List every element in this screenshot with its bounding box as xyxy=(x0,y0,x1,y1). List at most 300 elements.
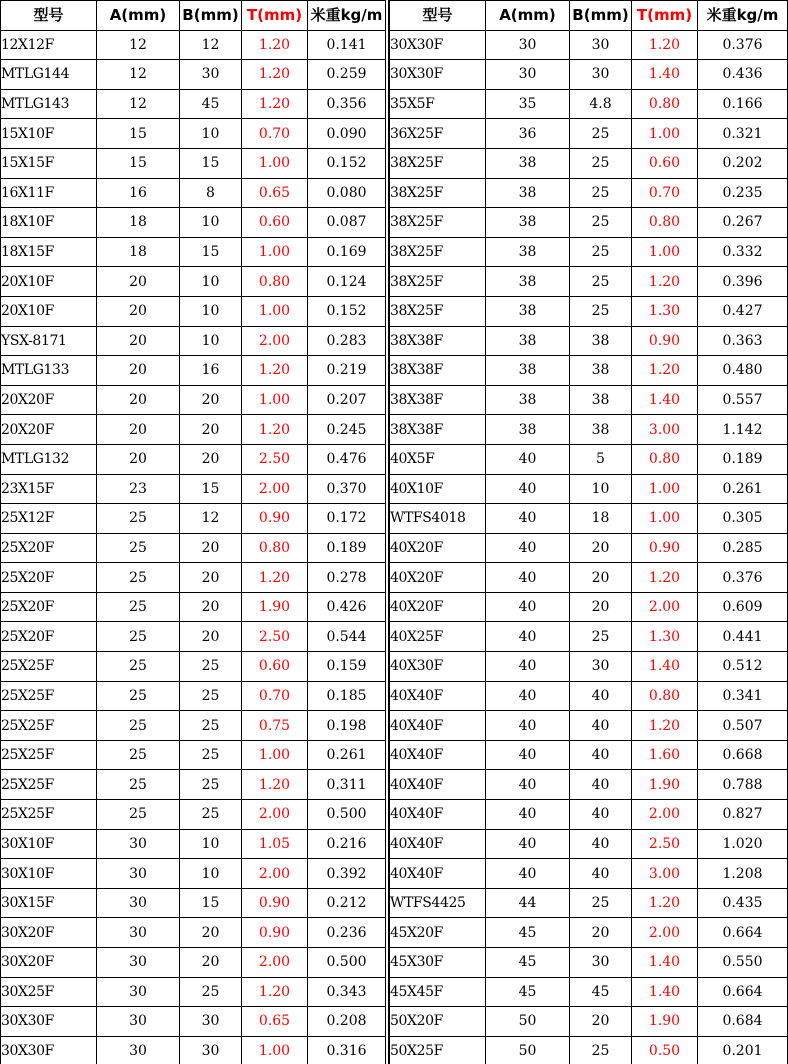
table-row xyxy=(390,740,788,770)
table-row xyxy=(1,859,386,889)
table-row xyxy=(390,533,788,563)
table-row xyxy=(390,237,788,267)
cell-weight: 0.189 xyxy=(308,533,386,563)
cell-a: 38 xyxy=(486,356,570,386)
cell-b: 10 xyxy=(180,296,242,326)
cell-thickness: 1.20 xyxy=(632,356,698,386)
table-row xyxy=(1,1007,386,1037)
cell-a: 38 xyxy=(486,267,570,297)
cell-weight: 0.321 xyxy=(698,119,788,149)
cell-a: 40 xyxy=(486,829,570,859)
cell-weight: 0.664 xyxy=(698,977,788,1007)
cell-weight: 0.441 xyxy=(698,622,788,652)
table-body-left xyxy=(1,30,386,1064)
table-row xyxy=(1,711,386,741)
cell-model: 45X45F xyxy=(390,977,486,1007)
table-row xyxy=(390,474,788,504)
cell-a: 25 xyxy=(97,652,180,682)
cell-a: 40 xyxy=(486,740,570,770)
cell-model: 38X25F xyxy=(390,178,486,208)
cell-a: 12 xyxy=(97,60,180,90)
table-row xyxy=(1,30,386,60)
cell-a: 18 xyxy=(97,208,180,238)
cell-weight: 0.278 xyxy=(308,563,386,593)
cell-thickness: 1.00 xyxy=(632,237,698,267)
header-row xyxy=(1,1,386,31)
cell-model: 20X10F xyxy=(1,267,97,297)
cell-a: 30 xyxy=(97,1007,180,1037)
cell-b: 20 xyxy=(180,918,242,948)
cell-thickness: 2.00 xyxy=(242,859,308,889)
table-row xyxy=(1,740,386,770)
cell-a: 25 xyxy=(97,504,180,534)
cell-model: 15X10F xyxy=(1,119,97,149)
cell-a: 30 xyxy=(97,888,180,918)
table-row xyxy=(390,415,788,445)
cell-model: 38X25F xyxy=(390,296,486,326)
cell-model: 50X20F xyxy=(390,1007,486,1037)
table-row xyxy=(1,60,386,90)
table-row xyxy=(390,1007,788,1037)
cell-a: 20 xyxy=(97,326,180,356)
header-weight: 米重kg/m xyxy=(308,1,386,31)
cell-weight: 0.500 xyxy=(308,948,386,978)
cell-b: 45 xyxy=(180,89,242,119)
cell-weight: 0.311 xyxy=(308,770,386,800)
cell-thickness: 1.00 xyxy=(632,474,698,504)
cell-weight: 0.426 xyxy=(308,592,386,622)
cell-b: 38 xyxy=(570,356,632,386)
cell-a: 20 xyxy=(97,267,180,297)
header-t: T(mm) xyxy=(242,1,308,31)
cell-weight: 0.544 xyxy=(308,622,386,652)
cell-a: 30 xyxy=(486,30,570,60)
header-model: 型号 xyxy=(1,1,97,31)
table-row xyxy=(390,89,788,119)
cell-thickness: 1.00 xyxy=(632,119,698,149)
header-b: B(mm) xyxy=(180,1,242,31)
cell-model: 30X15F xyxy=(1,888,97,918)
cell-model: 40X40F xyxy=(390,800,486,830)
cell-a: 38 xyxy=(486,148,570,178)
cell-b: 20 xyxy=(570,918,632,948)
cell-thickness: 1.00 xyxy=(242,237,308,267)
table-row xyxy=(1,918,386,948)
cell-a: 38 xyxy=(486,208,570,238)
cell-model: WTFS4425 xyxy=(390,888,486,918)
table-row xyxy=(390,356,788,386)
cell-model: 30X20F xyxy=(1,948,97,978)
cell-weight: 0.166 xyxy=(698,89,788,119)
cell-thickness: 1.20 xyxy=(242,60,308,90)
cell-model: 38X25F xyxy=(390,148,486,178)
table-row xyxy=(390,888,788,918)
table-row xyxy=(1,977,386,1007)
cell-thickness: 1.20 xyxy=(242,89,308,119)
cell-a: 36 xyxy=(486,119,570,149)
cell-thickness: 0.90 xyxy=(632,533,698,563)
cell-model: 40X40F xyxy=(390,740,486,770)
cell-weight: 0.189 xyxy=(698,444,788,474)
cell-b: 25 xyxy=(180,800,242,830)
cell-b: 12 xyxy=(180,504,242,534)
cell-model: 45X30F xyxy=(390,948,486,978)
cell-model: 38X25F xyxy=(390,208,486,238)
cell-a: 40 xyxy=(486,770,570,800)
cell-a: 30 xyxy=(97,829,180,859)
cell-model: 40X30F xyxy=(390,652,486,682)
cell-a: 12 xyxy=(97,89,180,119)
cell-thickness: 1.90 xyxy=(632,1007,698,1037)
cell-b: 30 xyxy=(180,60,242,90)
cell-a: 20 xyxy=(97,356,180,386)
table-row xyxy=(390,30,788,60)
table-row xyxy=(390,711,788,741)
table-row xyxy=(1,267,386,297)
cell-model: 25X20F xyxy=(1,592,97,622)
table-row xyxy=(390,859,788,889)
cell-model: 30X30F xyxy=(390,60,486,90)
cell-a: 40 xyxy=(486,681,570,711)
cell-model: 12X12F xyxy=(1,30,97,60)
cell-model: 25X25F xyxy=(1,740,97,770)
cell-thickness: 2.00 xyxy=(632,800,698,830)
cell-a: 30 xyxy=(97,948,180,978)
cell-thickness: 1.20 xyxy=(242,977,308,1007)
cell-b: 25 xyxy=(570,622,632,652)
table-row xyxy=(390,563,788,593)
cell-thickness: 3.00 xyxy=(632,859,698,889)
cell-a: 40 xyxy=(486,652,570,682)
spec-table-left xyxy=(0,0,386,1064)
table-row xyxy=(390,770,788,800)
cell-thickness: 1.20 xyxy=(632,711,698,741)
table-row xyxy=(1,208,386,238)
cell-model: 20X20F xyxy=(1,415,97,445)
cell-thickness: 0.50 xyxy=(632,1036,698,1064)
table-row xyxy=(1,385,386,415)
cell-a: 44 xyxy=(486,888,570,918)
cell-a: 38 xyxy=(486,178,570,208)
cell-b: 25 xyxy=(180,652,242,682)
cell-weight: 0.152 xyxy=(308,296,386,326)
cell-model: MTLG132 xyxy=(1,444,97,474)
cell-model: 20X10F xyxy=(1,296,97,326)
cell-a: 45 xyxy=(486,948,570,978)
cell-thickness: 1.90 xyxy=(632,770,698,800)
cell-b: 18 xyxy=(570,504,632,534)
cell-a: 38 xyxy=(486,296,570,326)
table-row xyxy=(1,415,386,445)
table-row xyxy=(1,888,386,918)
cell-model: 20X20F xyxy=(1,385,97,415)
cell-model: 30X10F xyxy=(1,829,97,859)
table-row xyxy=(390,977,788,1007)
table-row xyxy=(1,504,386,534)
cell-b: 15 xyxy=(180,474,242,504)
table-row xyxy=(1,89,386,119)
cell-a: 20 xyxy=(97,444,180,474)
cell-model: 18X10F xyxy=(1,208,97,238)
cell-weight: 0.356 xyxy=(308,89,386,119)
cell-a: 40 xyxy=(486,563,570,593)
cell-b: 4.8 xyxy=(570,89,632,119)
cell-weight: 0.087 xyxy=(308,208,386,238)
cell-b: 30 xyxy=(180,1036,242,1064)
table-body-right xyxy=(390,30,788,1064)
cell-thickness: 2.50 xyxy=(242,622,308,652)
header-row xyxy=(390,1,788,31)
cell-thickness: 1.40 xyxy=(632,977,698,1007)
cell-a: 25 xyxy=(97,711,180,741)
table-row xyxy=(390,444,788,474)
cell-thickness: 0.70 xyxy=(242,681,308,711)
cell-a: 25 xyxy=(97,563,180,593)
cell-model: 15X15F xyxy=(1,148,97,178)
cell-thickness: 1.20 xyxy=(242,30,308,60)
cell-thickness: 1.40 xyxy=(632,948,698,978)
table-row xyxy=(1,800,386,830)
cell-b: 38 xyxy=(570,415,632,445)
cell-thickness: 1.40 xyxy=(632,385,698,415)
cell-b: 45 xyxy=(570,977,632,1007)
cell-b: 40 xyxy=(570,681,632,711)
cell-b: 5 xyxy=(570,444,632,474)
table-row xyxy=(390,1036,788,1064)
cell-weight: 0.235 xyxy=(698,178,788,208)
cell-model: 30X30F xyxy=(1,1036,97,1064)
cell-weight: 0.141 xyxy=(308,30,386,60)
header-a: A(mm) xyxy=(97,1,180,31)
cell-b: 25 xyxy=(570,208,632,238)
cell-a: 15 xyxy=(97,119,180,149)
cell-b: 10 xyxy=(180,208,242,238)
cell-a: 45 xyxy=(486,918,570,948)
cell-model: 40X10F xyxy=(390,474,486,504)
cell-b: 20 xyxy=(180,444,242,474)
cell-a: 38 xyxy=(486,237,570,267)
cell-weight: 0.609 xyxy=(698,592,788,622)
cell-model: MTLG143 xyxy=(1,89,97,119)
cell-a: 40 xyxy=(486,592,570,622)
cell-model: 40X20F xyxy=(390,592,486,622)
cell-weight: 0.169 xyxy=(308,237,386,267)
cell-weight: 0.316 xyxy=(308,1036,386,1064)
cell-model: 50X25F xyxy=(390,1036,486,1064)
table-row xyxy=(1,474,386,504)
cell-weight: 0.376 xyxy=(698,30,788,60)
header-b: B(mm) xyxy=(570,1,632,31)
cell-model: 25X20F xyxy=(1,622,97,652)
cell-b: 40 xyxy=(570,859,632,889)
cell-b: 15 xyxy=(180,888,242,918)
cell-model: 25X12F xyxy=(1,504,97,534)
cell-b: 10 xyxy=(180,829,242,859)
cell-b: 30 xyxy=(570,60,632,90)
table-row xyxy=(390,208,788,238)
cell-a: 20 xyxy=(97,296,180,326)
cell-b: 38 xyxy=(570,326,632,356)
table-row xyxy=(1,622,386,652)
cell-thickness: 2.00 xyxy=(242,948,308,978)
cell-thickness: 0.70 xyxy=(242,119,308,149)
table-row xyxy=(390,119,788,149)
cell-weight: 0.261 xyxy=(698,474,788,504)
cell-a: 25 xyxy=(97,592,180,622)
table-row xyxy=(1,948,386,978)
cell-b: 16 xyxy=(180,356,242,386)
cell-b: 20 xyxy=(180,385,242,415)
cell-weight: 0.376 xyxy=(698,563,788,593)
cell-a: 18 xyxy=(97,237,180,267)
cell-model: 30X30F xyxy=(1,1007,97,1037)
cell-thickness: 1.30 xyxy=(632,622,698,652)
cell-model: 23X15F xyxy=(1,474,97,504)
cell-b: 20 xyxy=(180,415,242,445)
cell-model: WTFS4018 xyxy=(390,504,486,534)
table-row xyxy=(1,592,386,622)
cell-b: 25 xyxy=(180,681,242,711)
cell-weight: 0.201 xyxy=(698,1036,788,1064)
cell-a: 38 xyxy=(486,326,570,356)
cell-thickness: 1.20 xyxy=(242,770,308,800)
table-row xyxy=(1,533,386,563)
cell-a: 20 xyxy=(97,385,180,415)
cell-weight: 0.198 xyxy=(308,711,386,741)
cell-weight: 0.684 xyxy=(698,1007,788,1037)
table-row xyxy=(390,592,788,622)
cell-b: 25 xyxy=(570,267,632,297)
cell-model: 40X20F xyxy=(390,533,486,563)
cell-model: 40X40F xyxy=(390,829,486,859)
cell-weight: 0.172 xyxy=(308,504,386,534)
cell-thickness: 0.80 xyxy=(632,444,698,474)
cell-a: 30 xyxy=(97,918,180,948)
cell-weight: 0.476 xyxy=(308,444,386,474)
cell-model: 25X25F xyxy=(1,711,97,741)
cell-weight: 0.363 xyxy=(698,326,788,356)
cell-b: 20 xyxy=(570,592,632,622)
table-row xyxy=(1,770,386,800)
cell-weight: 1.020 xyxy=(698,829,788,859)
cell-b: 30 xyxy=(570,30,632,60)
cell-weight: 0.332 xyxy=(698,237,788,267)
cell-model: MTLG133 xyxy=(1,356,97,386)
cell-thickness: 1.00 xyxy=(242,296,308,326)
cell-b: 25 xyxy=(180,770,242,800)
table-row xyxy=(390,326,788,356)
table-row xyxy=(1,829,386,859)
cell-thickness: 0.65 xyxy=(242,178,308,208)
cell-weight: 0.259 xyxy=(308,60,386,90)
cell-b: 20 xyxy=(570,533,632,563)
cell-b: 25 xyxy=(180,740,242,770)
cell-b: 25 xyxy=(570,237,632,267)
cell-a: 30 xyxy=(486,60,570,90)
cell-weight: 0.392 xyxy=(308,859,386,889)
table-row xyxy=(1,356,386,386)
cell-b: 20 xyxy=(570,563,632,593)
cell-b: 20 xyxy=(180,592,242,622)
table-row xyxy=(1,119,386,149)
table-row xyxy=(1,1036,386,1064)
cell-thickness: 0.75 xyxy=(242,711,308,741)
cell-thickness: 0.80 xyxy=(242,533,308,563)
cell-thickness: 1.20 xyxy=(242,563,308,593)
cell-weight: 0.208 xyxy=(308,1007,386,1037)
cell-b: 25 xyxy=(180,977,242,1007)
table-row xyxy=(1,652,386,682)
cell-weight: 1.208 xyxy=(698,859,788,889)
cell-model: 16X11F xyxy=(1,178,97,208)
table-row xyxy=(1,237,386,267)
cell-model: 38X38F xyxy=(390,356,486,386)
cell-b: 10 xyxy=(180,859,242,889)
cell-thickness: 1.00 xyxy=(242,740,308,770)
cell-a: 25 xyxy=(97,533,180,563)
cell-b: 40 xyxy=(570,711,632,741)
cell-thickness: 1.05 xyxy=(242,829,308,859)
cell-weight: 0.124 xyxy=(308,267,386,297)
cell-b: 40 xyxy=(570,800,632,830)
cell-a: 40 xyxy=(486,622,570,652)
cell-a: 38 xyxy=(486,385,570,415)
cell-b: 12 xyxy=(180,30,242,60)
cell-weight: 0.343 xyxy=(308,977,386,1007)
cell-weight: 0.557 xyxy=(698,385,788,415)
cell-model: 38X38F xyxy=(390,326,486,356)
cell-weight: 0.159 xyxy=(308,652,386,682)
cell-thickness: 0.80 xyxy=(632,89,698,119)
cell-weight: 0.788 xyxy=(698,770,788,800)
cell-thickness: 1.00 xyxy=(242,1036,308,1064)
table-row xyxy=(390,948,788,978)
cell-thickness: 0.80 xyxy=(242,267,308,297)
cell-model: 40X40F xyxy=(390,770,486,800)
header-model: 型号 xyxy=(390,1,486,31)
cell-a: 16 xyxy=(97,178,180,208)
cell-a: 23 xyxy=(97,474,180,504)
cell-weight: 0.305 xyxy=(698,504,788,534)
cell-a: 25 xyxy=(97,622,180,652)
cell-thickness: 1.30 xyxy=(632,296,698,326)
table-row xyxy=(390,829,788,859)
table-row xyxy=(1,148,386,178)
cell-model: YSX-8171 xyxy=(1,326,97,356)
cell-thickness: 0.90 xyxy=(242,504,308,534)
cell-b: 20 xyxy=(180,563,242,593)
cell-b: 8 xyxy=(180,178,242,208)
cell-thickness: 0.90 xyxy=(632,326,698,356)
cell-model: 38X38F xyxy=(390,415,486,445)
cell-thickness: 2.00 xyxy=(632,918,698,948)
cell-weight: 0.285 xyxy=(698,533,788,563)
cell-weight: 0.341 xyxy=(698,681,788,711)
cell-b: 25 xyxy=(570,296,632,326)
cell-b: 10 xyxy=(570,474,632,504)
cell-a: 30 xyxy=(97,977,180,1007)
cell-thickness: 2.00 xyxy=(632,592,698,622)
table-row xyxy=(390,60,788,90)
cell-thickness: 3.00 xyxy=(632,415,698,445)
cell-weight: 0.080 xyxy=(308,178,386,208)
cell-thickness: 1.90 xyxy=(242,592,308,622)
cell-b: 30 xyxy=(570,652,632,682)
cell-model: 25X20F xyxy=(1,533,97,563)
cell-thickness: 0.70 xyxy=(632,178,698,208)
cell-a: 30 xyxy=(97,859,180,889)
cell-weight: 0.396 xyxy=(698,267,788,297)
